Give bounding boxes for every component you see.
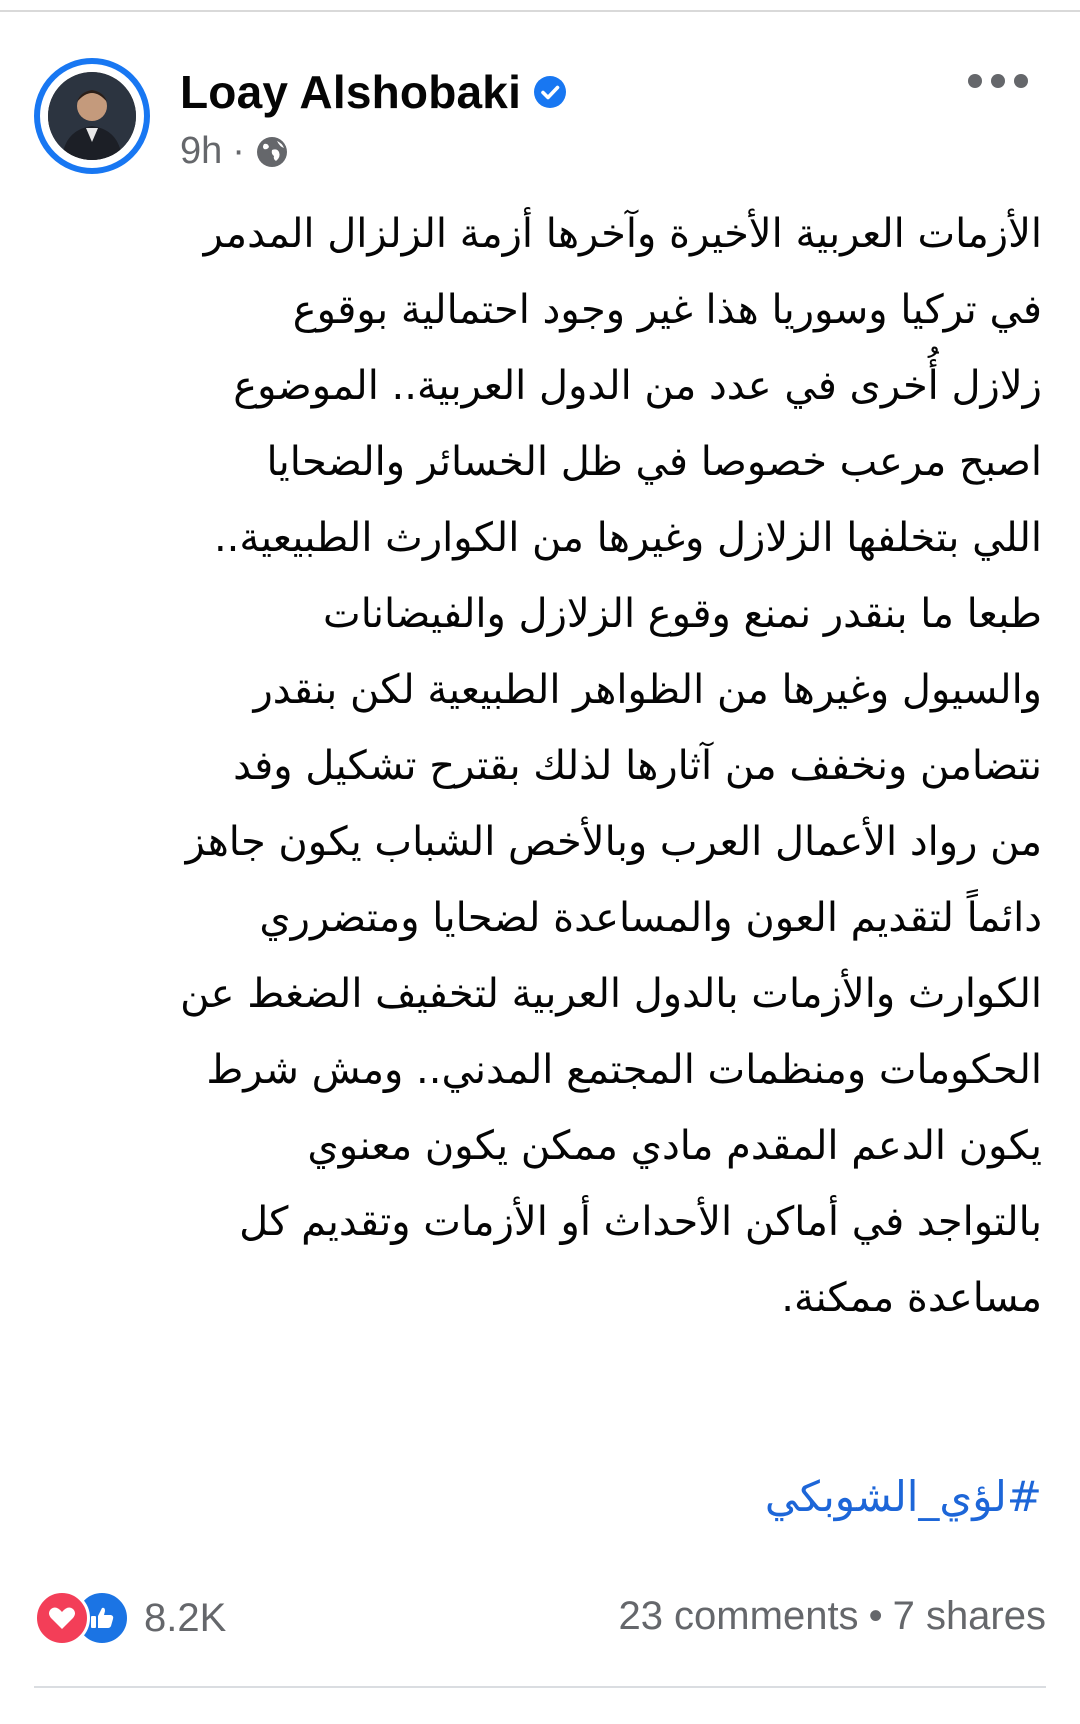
post-text-line: بالتواجد في أماكن الأحداث أو الأزمات وتقديم كل (239, 1199, 1042, 1245)
verified-badge-icon (533, 75, 567, 109)
post-timestamp[interactable]: 9h (180, 130, 223, 172)
post-footer (34, 1586, 1046, 1656)
post-text-line: زلازل أُخرى في عدد من الدول العربية.. الموضوع (233, 363, 1042, 409)
hashtag-link[interactable] (30, 1472, 1042, 1521)
post-header (0, 20, 1080, 190)
post-text-line: الأزمات العربية الأخيرة وآخرها أزمة الزلزال المدمر (203, 211, 1042, 257)
post-text-line: طبعا ما بنقدر نمنع وقوع الزلازل والفيضانات (323, 591, 1042, 637)
post-text-line: في تركيا وسوريا هذا غير وجود احتمالية بوقوع (292, 287, 1042, 333)
post-text-line: مساعدة ممكنة. (781, 1275, 1042, 1321)
person-silhouette-icon (48, 72, 136, 160)
more-dot (968, 74, 982, 88)
comments-count-link[interactable]: 23 comments (618, 1594, 859, 1638)
post-body (30, 196, 1042, 1336)
more-dot (1014, 74, 1028, 88)
globe-icon (255, 135, 289, 169)
post-meta (180, 130, 289, 173)
avatar[interactable] (34, 58, 150, 174)
top-divider (0, 10, 1080, 12)
post-text-line: نتضامن ونخفف من آثارها لذلك بقترح تشكيل وفد (233, 743, 1042, 789)
post-text-line: الكوارث والأزمات بالدول العربية لتخفيف الضغط عن (180, 971, 1042, 1017)
heart-icon (47, 1603, 77, 1633)
hashtag-text[interactable]: #لؤي_الشوبكي (764, 1472, 1042, 1521)
meta-separator: · (232, 130, 245, 172)
post-text-line: دائماً لتقديم العون والمساعدة لضحايا ومتضرري (259, 895, 1042, 941)
post-text-line: الحكومات ومنظمات المجتمع المدني.. ومش شرط (206, 1047, 1042, 1093)
post-text-line: اصبح مرعب خصوصا في ظل الخسائر والضحايا (266, 439, 1042, 485)
post-text-line: اللي بتخلفها الزلازل وغيرها من الكوارث الطبيعية.. (213, 515, 1042, 561)
love-icon (34, 1590, 90, 1646)
engagement-stats (618, 1594, 1046, 1639)
reaction-count[interactable]: 8.2K (144, 1595, 227, 1640)
post-text-line: من رواد الأعمال العرب وبالأخص الشباب يكون جاهز (185, 819, 1042, 865)
more-dot (991, 74, 1005, 88)
thumbs-up-icon (87, 1603, 117, 1633)
more-options-button[interactable] (968, 66, 1028, 96)
shares-count-link[interactable]: 7 shares (892, 1594, 1046, 1638)
author-name[interactable]: Loay Alshobaki (180, 66, 522, 118)
reactions-summary[interactable] (34, 1586, 226, 1650)
post-text-line: والسيول وغيرها من الظواهر الطبيعية لكن بنقدر (253, 667, 1042, 713)
author-row (180, 62, 567, 122)
footer-divider (34, 1686, 1046, 1688)
post-text-line: يكون الدعم المقدم مادي ممكن يكون معنوي (307, 1123, 1042, 1169)
engagement-separator: • (868, 1594, 883, 1638)
profile-photo (48, 72, 136, 160)
